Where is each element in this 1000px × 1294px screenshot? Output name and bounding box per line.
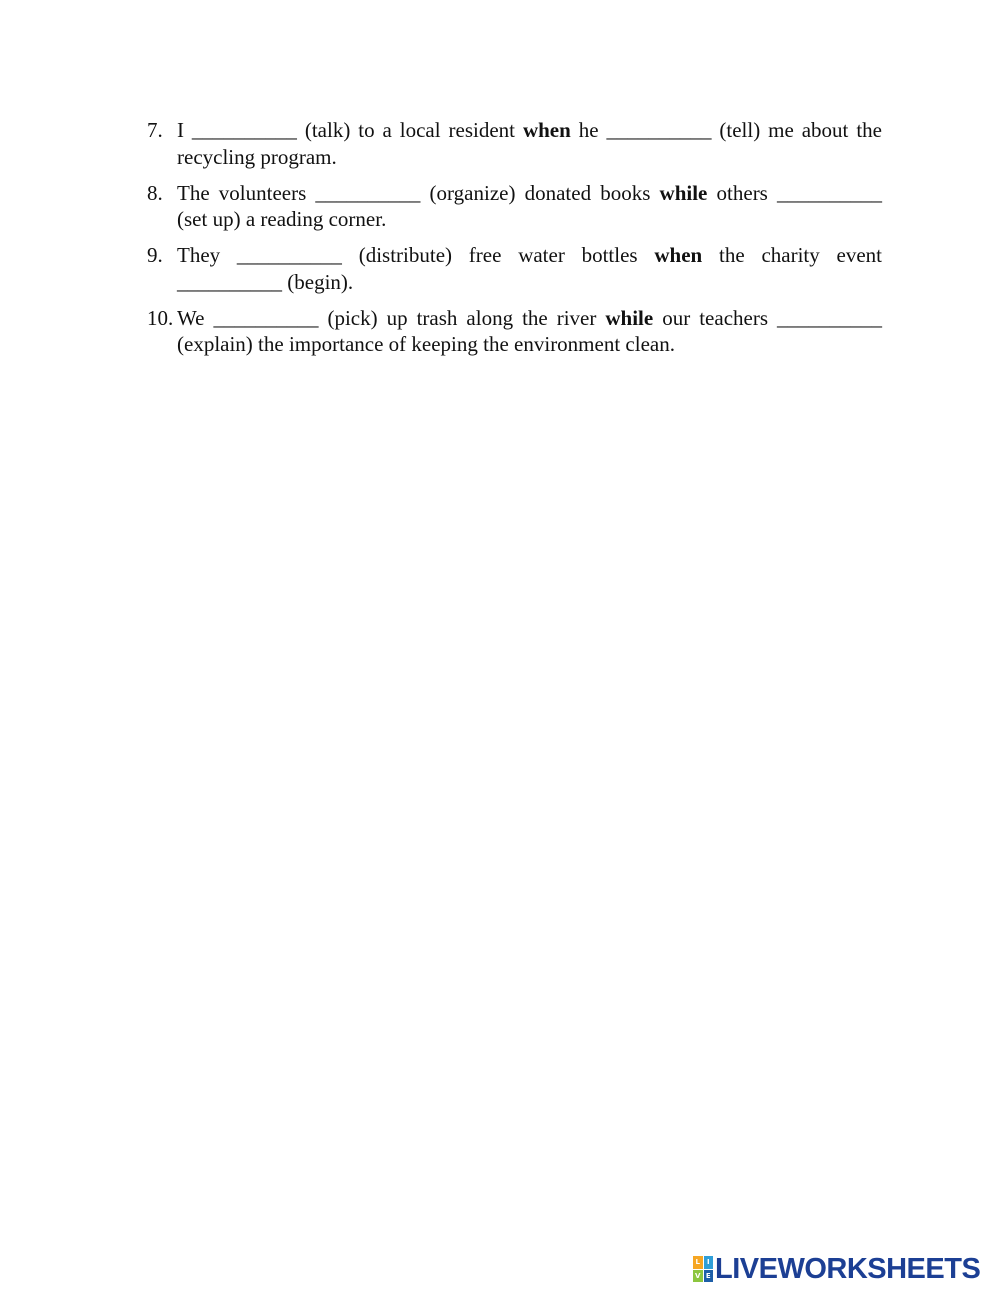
exercise-item	[147, 180, 882, 233]
exercise-number: 8.	[147, 180, 163, 205]
exercise-text-part: We __________ (pick) up trash along the river	[177, 305, 606, 330]
liveworksheets-logo-icon	[693, 1256, 713, 1282]
exercise-list	[147, 117, 882, 367]
logo-icon-letter: V	[693, 1270, 703, 1283]
exercise-item	[147, 242, 882, 295]
conjunction-keyword: while	[659, 180, 708, 205]
exercise-text	[177, 117, 882, 170]
logo-icon-letter: L	[693, 1256, 703, 1269]
exercise-text	[177, 305, 882, 358]
exercise-item	[147, 117, 882, 170]
exercise-text-part: our teachers __________ (explain) the importance of keeping the environment clean.	[177, 305, 882, 356]
conjunction-keyword: when	[522, 118, 571, 142]
conjunction-keyword: when	[654, 243, 703, 267]
liveworksheets-logo	[693, 1254, 980, 1284]
logo-icon-letter: I	[704, 1256, 714, 1269]
logo-text: LIVEWORKSHEETS	[715, 1253, 981, 1285]
exercise-text-part: the charity event __________ (begin).	[177, 243, 882, 294]
exercise-text-part: The volunteers __________ (organize) donated books	[177, 180, 660, 205]
conjunction-keyword: while	[605, 305, 654, 330]
exercise-number: 10.	[147, 305, 174, 330]
exercise-number: 7.	[147, 118, 163, 142]
exercise-text-part: They __________ (distribute) free water bottles	[177, 243, 655, 267]
exercise-text-part: he __________ (tell) me about the recycling program.	[177, 118, 882, 169]
exercise-text-part: others __________ (set up) a reading corner.	[177, 180, 883, 231]
exercise-text-part: I __________ (talk) to a local resident	[177, 118, 523, 142]
logo-icon-letter: E	[704, 1270, 714, 1283]
exercise-text	[177, 242, 882, 295]
exercise-number: 9.	[147, 243, 163, 267]
exercise-item	[147, 305, 882, 358]
exercise-text	[177, 180, 882, 233]
